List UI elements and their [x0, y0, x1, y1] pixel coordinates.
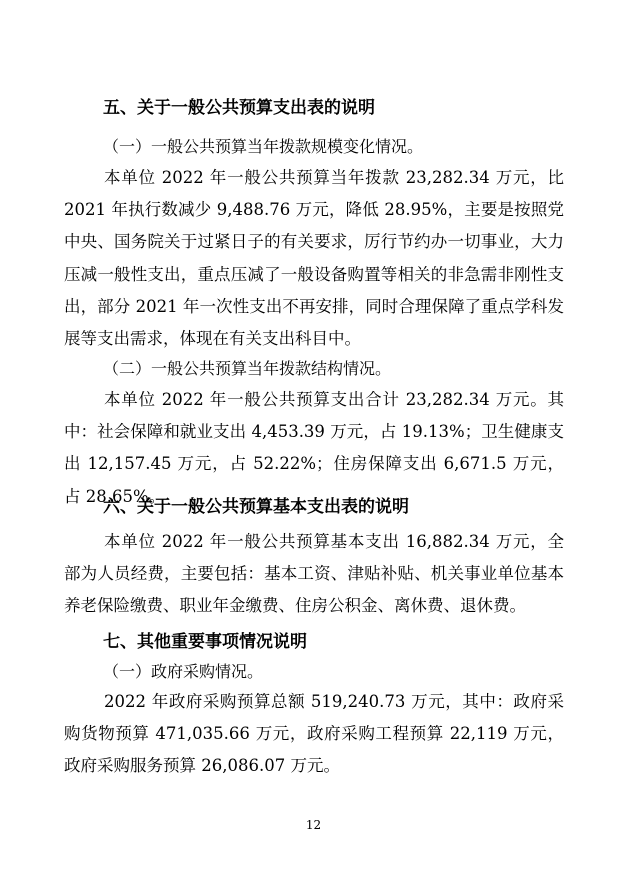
- section-5-1-paragraph: 本单位 2022 年一般公共预算当年拨款 23,282.34 万元，比 2021 年执行数减少 9,488.76 万元，降低 28.95%，主要是按照党中央、国务院关于过紧日子的有关要求，厉行节约办一切事业，大力压减一般性支出，重点压减了一般设备购置等相关的非急需非刚性支出，部分 2021 年一次性支出不再安排，同时合理保障了重点学科发展等支出需求，体现在有关支出科目中。: [64, 168, 564, 349]
- section-5-1-heading: （一）一般公共预算当年拨款规模变化情况。: [103, 137, 424, 156]
- section-7-1-paragraph: 2022 年政府采购预算总额 519,240.73 万元，其中：政府采购货物预算 471,035.66 万元，政府采购工程预算 22,119 万元，政府采购服务预算 26,086.07 万元。: [64, 692, 564, 776]
- section-6-heading: 六、关于一般公共预算基本支出表的说明: [103, 497, 409, 517]
- section-6-paragraph: 本单位 2022 年一般公共预算基本支出 16,882.34 万元，全部为人员经费，主要包括：基本工资、津贴补贴、机关事业单位基本养老保险缴费、职业年金缴费、住房公积金、离休费、退休费。: [64, 532, 564, 616]
- section-5-heading: 五、关于一般公共预算支出表的说明: [103, 98, 375, 118]
- section-7-1-heading: （一）政府采购情况。: [103, 662, 264, 681]
- page-number: 12: [305, 818, 322, 832]
- section-5-2-heading: （二）一般公共预算当年拨款结构情况。: [103, 359, 392, 378]
- section-5-2-paragraph: 本单位 2022 年一般公共预算支出合计 23,282.34 万元。其中：社会保障和就业支出 4,453.39 万元，占 19.13%；卫生健康支出 12,157.45 万元，占 52.22%；住房保障支出 6,671.5 万元，占 28.65%。: [64, 390, 564, 506]
- section-7-heading: 七、其他重要事项情况说明: [103, 632, 307, 652]
